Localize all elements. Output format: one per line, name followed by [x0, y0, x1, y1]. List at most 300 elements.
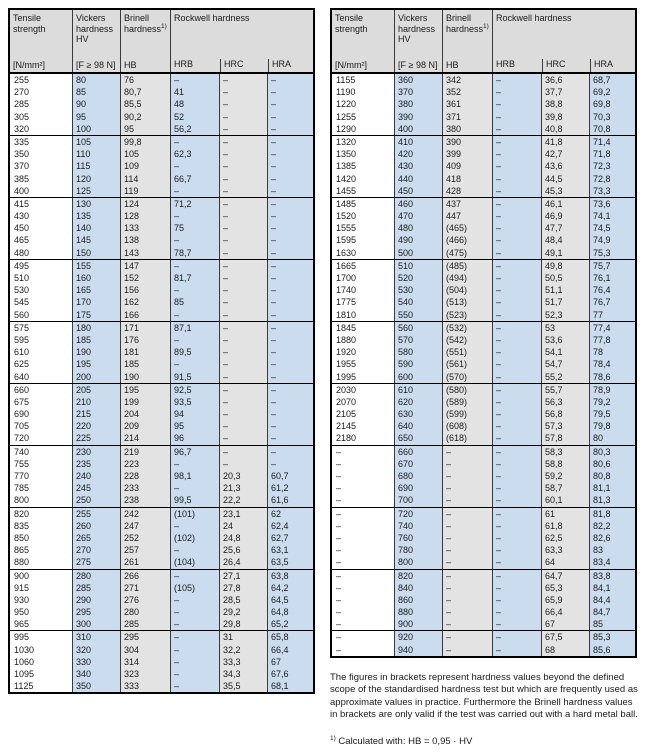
table-cell: 570 [394, 334, 442, 346]
header-label: Rockwell hardness [496, 13, 572, 23]
table-cell: 2145 [332, 420, 394, 432]
table-cell: 650 [394, 432, 442, 444]
row-group [10, 569, 313, 631]
table-cell: 500 [394, 247, 442, 259]
table-cell: – [267, 86, 313, 98]
table-cell: 100 [72, 123, 120, 135]
table-cell: 418 [442, 173, 492, 185]
table-cell: – [170, 668, 219, 680]
table-cell: – [442, 644, 492, 656]
table-cell: 156 [120, 284, 170, 296]
table-cell: (570) [442, 371, 492, 383]
table-cell: 1955 [332, 358, 394, 370]
row-group [10, 74, 313, 135]
table-cell: 755 [10, 458, 72, 470]
table-cell: – [170, 234, 219, 246]
table-cell: 31 [219, 631, 267, 643]
table-cell: (532) [442, 322, 492, 334]
table-cell: – [442, 458, 492, 470]
table-cell: 290 [72, 594, 120, 606]
table-cell: – [492, 160, 541, 172]
table-cell: 85,3 [589, 631, 635, 643]
table-cell: 67 [267, 656, 313, 668]
table-body [10, 74, 313, 692]
table-cell: – [267, 432, 313, 444]
table-cell: – [170, 334, 219, 346]
table-cell: 49,8 [541, 260, 589, 272]
table-row [332, 520, 635, 532]
table-cell: 770 [10, 470, 72, 482]
table-cell: – [219, 309, 267, 321]
table-cell: 510 [10, 272, 72, 284]
table-cell: 1845 [332, 322, 394, 334]
table-cell: 720 [394, 508, 442, 520]
table-cell: 160 [72, 272, 120, 284]
table-row [10, 86, 313, 98]
table-cell: 42,7 [541, 148, 589, 160]
table-cell: – [267, 384, 313, 396]
row-group [10, 259, 313, 321]
table-cell: – [267, 446, 313, 458]
table-cell: 430 [10, 210, 72, 222]
table-cell: 128 [120, 210, 170, 222]
table-cell: 65,9 [541, 594, 589, 606]
table-cell: – [267, 98, 313, 110]
table-cell: 450 [394, 185, 442, 197]
table-cell: 85 [589, 618, 635, 630]
table-cell: 250 [72, 494, 120, 506]
table-cell: 335 [10, 136, 72, 148]
table-cell: 760 [394, 532, 442, 544]
table-cell: 361 [442, 98, 492, 110]
table-cell: – [170, 136, 219, 148]
table-cell: 171 [120, 322, 170, 334]
table-cell: 89,5 [170, 346, 219, 358]
table-cell: 56,2 [170, 123, 219, 135]
table-cell: 46,9 [541, 210, 589, 222]
table-cell: 1740 [332, 284, 394, 296]
table-cell: – [442, 482, 492, 494]
row-group [10, 630, 313, 692]
table-cell: 740 [394, 520, 442, 532]
table-cell: 1775 [332, 296, 394, 308]
table-cell: 41,8 [541, 136, 589, 148]
table-cell: – [442, 570, 492, 582]
table-cell: 74,1 [589, 210, 635, 222]
table-cell: 1095 [10, 668, 72, 680]
table-cell: – [492, 123, 541, 135]
table-cell: – [267, 234, 313, 246]
table-cell: – [492, 606, 541, 618]
table-cell: 740 [10, 446, 72, 458]
table-cell: – [170, 631, 219, 643]
table-cell: 185 [120, 358, 170, 370]
table-cell: 1810 [332, 309, 394, 321]
table-row [10, 631, 313, 643]
table-cell: 520 [394, 272, 442, 284]
table-cell: – [219, 334, 267, 346]
table-cell: – [332, 532, 394, 544]
table-cell: – [219, 210, 267, 222]
table-cell: 96,7 [170, 446, 219, 458]
table-cell: 72,3 [589, 160, 635, 172]
table-cell: 52 [170, 111, 219, 123]
table-cell: 155 [72, 260, 120, 272]
table-cell: 41 [170, 86, 219, 98]
table-cell: 74,5 [589, 222, 635, 234]
table-cell: (102) [170, 532, 219, 544]
table-cell: – [332, 544, 394, 556]
header-hrb: HRB [174, 59, 194, 69]
table-cell: 860 [394, 594, 442, 606]
table-row [10, 408, 313, 420]
table-cell: 34,3 [219, 668, 267, 680]
table-cell: 51,1 [541, 284, 589, 296]
table-cell: 630 [394, 408, 442, 420]
table-row [10, 198, 313, 210]
header-unit: [N/mm²] [13, 59, 45, 70]
table-cell: 78,7 [170, 247, 219, 259]
table-cell: 76,1 [589, 272, 635, 284]
table-row [10, 160, 313, 172]
table-row [10, 544, 313, 556]
table-row [332, 594, 635, 606]
table-row [10, 532, 313, 544]
table-row [332, 582, 635, 594]
table-row [332, 570, 635, 582]
table-cell: 865 [10, 544, 72, 556]
table-cell: – [492, 247, 541, 259]
table-row [332, 185, 635, 197]
table-cell: 75,7 [589, 260, 635, 272]
table-cell: 79,5 [589, 408, 635, 420]
table-cell: – [492, 185, 541, 197]
table-cell: 37,7 [541, 86, 589, 98]
header-tensile-strength [332, 10, 394, 72]
table-cell: 145 [72, 234, 120, 246]
table-cell: – [267, 222, 313, 234]
table-cell: 52,3 [541, 309, 589, 321]
table-cell: 67,6 [267, 668, 313, 680]
table-cell: 66,4 [541, 606, 589, 618]
table-row [332, 371, 635, 383]
table-cell: 675 [10, 396, 72, 408]
table-cell: – [492, 458, 541, 470]
table-cell: 60,7 [267, 470, 313, 482]
table-cell: – [267, 334, 313, 346]
table-cell: – [219, 185, 267, 197]
table-cell: 390 [442, 136, 492, 148]
table-row [332, 384, 635, 396]
header-brinell-hardness [120, 10, 170, 72]
table-cell: – [219, 371, 267, 383]
table-cell: 285 [72, 582, 120, 594]
table-cell: 285 [10, 98, 72, 110]
table-cell: – [267, 247, 313, 259]
table-cell: 138 [120, 234, 170, 246]
header-label: Tensile strength [335, 13, 368, 34]
table-body [332, 74, 635, 656]
table-row [10, 334, 313, 346]
table-cell: 62,4 [267, 520, 313, 532]
table-cell: 65,8 [267, 631, 313, 643]
table-cell: (523) [442, 309, 492, 321]
table-cell: – [442, 618, 492, 630]
table-cell: 480 [10, 247, 72, 259]
table-cell: – [332, 470, 394, 482]
table-cell: 68,1 [267, 680, 313, 692]
table-cell: 261 [120, 556, 170, 568]
table-cell: – [332, 594, 394, 606]
table-cell: 1520 [332, 210, 394, 222]
table-cell: – [492, 272, 541, 284]
rockwell-scale-row [493, 59, 635, 72]
table-cell: 660 [394, 446, 442, 458]
table-cell: 950 [10, 606, 72, 618]
table-cell: 252 [120, 532, 170, 544]
table-row [332, 173, 635, 185]
table-cell: 143 [120, 247, 170, 259]
table-cell: 560 [394, 322, 442, 334]
table-cell: 24 [219, 520, 267, 532]
table-row [332, 644, 635, 656]
table-row [332, 544, 635, 556]
table-row [10, 74, 313, 86]
table-cell: – [267, 136, 313, 148]
table-cell: 54,1 [541, 346, 589, 358]
table-cell: – [492, 309, 541, 321]
table-cell: (561) [442, 358, 492, 370]
row-group [10, 135, 313, 197]
table-row [332, 284, 635, 296]
table-cell: 150 [72, 247, 120, 259]
table-cell: (466) [442, 234, 492, 246]
table-cell: 59,2 [541, 470, 589, 482]
table-cell: 98,1 [170, 470, 219, 482]
table-cell: 80,6 [589, 458, 635, 470]
table-cell: 92,5 [170, 384, 219, 396]
table-cell: 58,3 [541, 446, 589, 458]
table-cell: 55,7 [541, 384, 589, 396]
table-row [332, 470, 635, 482]
table-cell: 27,1 [219, 570, 267, 582]
table-cell: 120 [72, 173, 120, 185]
table-cell: 835 [10, 520, 72, 532]
table-cell: 45,3 [541, 185, 589, 197]
table-cell: – [442, 520, 492, 532]
table-cell: 1700 [332, 272, 394, 284]
table-cell: – [267, 322, 313, 334]
table-cell: 214 [120, 432, 170, 444]
table-cell: (513) [442, 296, 492, 308]
table-cell: – [492, 582, 541, 594]
table-cell: 271 [120, 582, 170, 594]
table-cell: 399 [442, 148, 492, 160]
table-cell: (589) [442, 396, 492, 408]
table-cell: 1555 [332, 222, 394, 234]
table-row [10, 668, 313, 680]
table-cell: – [492, 111, 541, 123]
table-cell: – [267, 148, 313, 160]
table-cell: – [267, 210, 313, 222]
table-cell: 930 [10, 594, 72, 606]
table-row [10, 420, 313, 432]
table-cell: 2070 [332, 396, 394, 408]
header-rockwell-hardness [492, 10, 635, 72]
table-cell: – [219, 346, 267, 358]
table-cell: – [492, 570, 541, 582]
table-cell: 915 [10, 582, 72, 594]
table-cell: 409 [442, 160, 492, 172]
table-cell: – [170, 520, 219, 532]
table-row [332, 532, 635, 544]
table-cell: – [332, 446, 394, 458]
table-cell: 81,3 [589, 494, 635, 506]
table-cell: 1350 [332, 148, 394, 160]
table-row [332, 136, 635, 148]
table-cell: 800 [394, 556, 442, 568]
table-cell: – [267, 173, 313, 185]
table-cell: – [492, 198, 541, 210]
table-cell: – [170, 606, 219, 618]
table-cell: 90,2 [120, 111, 170, 123]
table-cell: 295 [72, 606, 120, 618]
table-cell: 64,2 [267, 582, 313, 594]
header-tensile-strength [10, 10, 72, 72]
header-unit: [F ≥ 98 N] [398, 59, 438, 70]
table-cell: 84,1 [589, 582, 635, 594]
table-row [332, 458, 635, 470]
table-cell: 110 [72, 148, 120, 160]
table-cell: – [442, 544, 492, 556]
table-row [332, 234, 635, 246]
table-row [10, 606, 313, 618]
table-cell: 68 [541, 644, 589, 656]
table-cell: 39,8 [541, 111, 589, 123]
table-cell: 1665 [332, 260, 394, 272]
table-cell: 350 [10, 148, 72, 160]
table-cell: 176 [120, 334, 170, 346]
table-row [332, 296, 635, 308]
table-cell: 199 [120, 396, 170, 408]
table-row [332, 396, 635, 408]
table-row [10, 594, 313, 606]
table-cell: 64 [541, 556, 589, 568]
row-group [10, 383, 313, 445]
table-cell: – [492, 520, 541, 532]
table-cell: 295 [120, 631, 170, 643]
table-cell: 320 [72, 644, 120, 656]
table-cell: 257 [120, 544, 170, 556]
table-cell: 81,7 [170, 272, 219, 284]
table-cell: 238 [120, 494, 170, 506]
table-row [10, 210, 313, 222]
table-cell: – [219, 432, 267, 444]
row-group [332, 507, 635, 569]
table-cell: 280 [120, 606, 170, 618]
table-cell: – [492, 631, 541, 643]
table-cell: – [267, 371, 313, 383]
table-cell: 420 [394, 148, 442, 160]
table-cell: 940 [394, 644, 442, 656]
table-cell: (504) [442, 284, 492, 296]
table-cell: 68,7 [589, 74, 635, 86]
table-cell: 590 [394, 358, 442, 370]
table-cell: – [492, 296, 541, 308]
table-cell: 83,8 [589, 570, 635, 582]
table-cell: 79,8 [589, 420, 635, 432]
table-cell: 680 [394, 470, 442, 482]
table-cell: 48 [170, 98, 219, 110]
table-row [10, 358, 313, 370]
table-cell: 99,8 [120, 136, 170, 148]
table-cell: – [332, 458, 394, 470]
table-cell: 705 [10, 420, 72, 432]
table-cell: 510 [394, 260, 442, 272]
table-cell: 71,8 [589, 148, 635, 160]
table-cell: 75,3 [589, 247, 635, 259]
table-cell: 95 [170, 420, 219, 432]
table-cell: – [267, 458, 313, 470]
table-cell: 25,6 [219, 544, 267, 556]
table-cell: 840 [394, 582, 442, 594]
table-cell: 1420 [332, 173, 394, 185]
header-label: Brinell hardness$^{1)}$ [124, 13, 167, 34]
table-cell: 352 [442, 86, 492, 98]
table-row [332, 222, 635, 234]
table-cell: 390 [394, 111, 442, 123]
table-cell: – [219, 420, 267, 432]
table-cell: – [219, 284, 267, 296]
table-cell: 62,5 [541, 532, 589, 544]
header-label: Tensile strength [13, 13, 46, 34]
table-cell: 210 [72, 396, 120, 408]
table-cell: – [442, 532, 492, 544]
table-cell: 323 [120, 668, 170, 680]
table-cell: 64,7 [541, 570, 589, 582]
table-cell: 96 [170, 432, 219, 444]
table-row [332, 148, 635, 160]
header-hrc: HRC [542, 59, 590, 72]
table-cell: 64,8 [267, 606, 313, 618]
table-cell: 780 [394, 544, 442, 556]
table-cell: – [219, 234, 267, 246]
table-cell: – [442, 470, 492, 482]
table-cell: 400 [10, 185, 72, 197]
table-cell: 965 [10, 618, 72, 630]
table-cell: – [170, 482, 219, 494]
header-label: Vickers hardness HV [76, 13, 114, 44]
table-cell: 820 [10, 508, 72, 520]
table-cell: 71,2 [170, 198, 219, 210]
table-cell: 162 [120, 296, 170, 308]
table-cell: 83 [589, 544, 635, 556]
table-cell: 124 [120, 198, 170, 210]
table-cell: 85 [170, 296, 219, 308]
table-cell: 114 [120, 173, 170, 185]
table-cell: 56,3 [541, 396, 589, 408]
header-label: Rockwell hardness [174, 13, 250, 23]
table-cell: 93,5 [170, 396, 219, 408]
table-cell: 530 [394, 284, 442, 296]
table-cell: – [170, 570, 219, 582]
table-cell: – [219, 384, 267, 396]
table-cell: 610 [10, 346, 72, 358]
table-cell: 437 [442, 198, 492, 210]
table-cell: – [267, 284, 313, 296]
table-cell: 51,7 [541, 296, 589, 308]
table-cell: 240 [72, 470, 120, 482]
